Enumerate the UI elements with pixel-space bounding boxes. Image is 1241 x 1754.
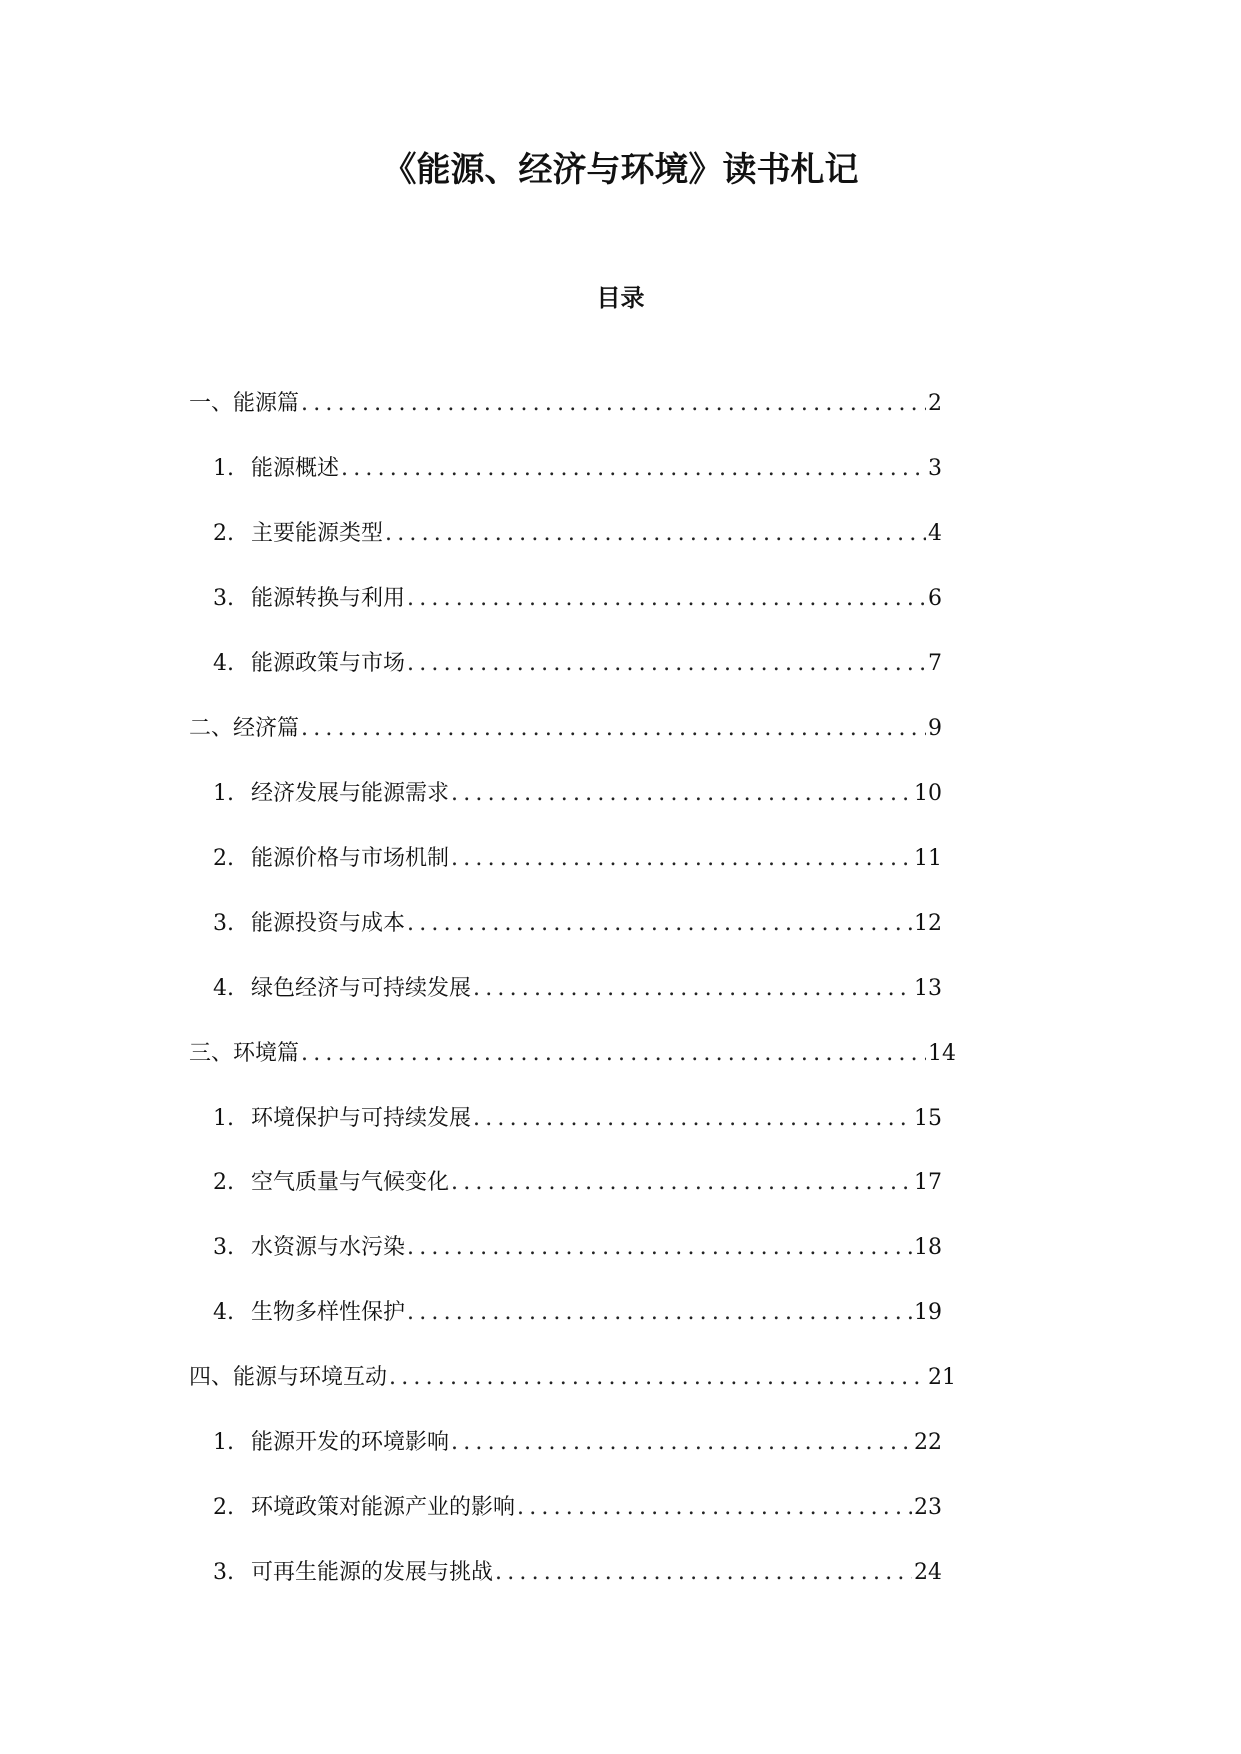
toc-item-environmental-impact[interactable] (213, 1426, 942, 1460)
toc-dot-leader (473, 972, 912, 1006)
toc-page-number: 14 (928, 1041, 956, 1066)
toc-entry-number: 3. (213, 586, 234, 611)
toc-dot-leader (473, 1102, 912, 1136)
toc-dot-leader (451, 1426, 912, 1460)
toc-entry-number: 4. (213, 1300, 234, 1325)
toc-item-water-resources[interactable] (213, 1231, 942, 1265)
toc-dot-leader (389, 1361, 926, 1395)
toc-item-air-quality[interactable] (213, 1166, 942, 1200)
toc-entry-label: 环境政策对能源产业的影响 (251, 1495, 516, 1520)
toc-dot-leader (495, 1556, 912, 1590)
toc-entry-label: 一、能源篇 (189, 391, 300, 416)
toc-entry-number: 3. (213, 1235, 234, 1260)
toc-item-energy-conversion[interactable] (213, 582, 942, 616)
toc-page-number: 22 (914, 1430, 942, 1455)
toc-entry-number: 2. (213, 1170, 234, 1195)
toc-page-number: 17 (914, 1170, 942, 1195)
toc-entry-label: 能源转换与利用 (251, 586, 406, 611)
toc-entry-number: 1. (213, 781, 234, 806)
toc-page-number: 15 (914, 1106, 942, 1131)
toc-page-number: 11 (914, 846, 942, 871)
toc-dot-leader (451, 777, 912, 811)
toc-dot-leader (301, 712, 926, 746)
toc-page-number: 24 (914, 1560, 942, 1585)
toc-entry-number: 1. (213, 456, 234, 481)
toc-item-energy-policy[interactable] (213, 647, 942, 681)
toc-item-environmental-policy[interactable] (213, 1491, 942, 1525)
toc-page-number: 6 (928, 586, 942, 611)
toc-entry-label: 能源概述 (251, 456, 340, 481)
toc-dot-leader (407, 647, 926, 681)
toc-entry-label: 能源价格与市场机制 (251, 846, 450, 871)
toc-page-number: 21 (928, 1365, 956, 1390)
toc-entry-label: 生物多样性保护 (251, 1300, 406, 1325)
toc-dot-leader (301, 1037, 926, 1071)
toc-dot-leader (341, 452, 926, 486)
toc-page-number: 3 (928, 456, 942, 481)
toc-entry-label: 能源投资与成本 (251, 911, 406, 936)
toc-entry-label: 环境保护与可持续发展 (251, 1106, 472, 1131)
toc-entry-label: 主要能源类型 (251, 521, 384, 546)
toc-page-number: 2 (928, 391, 942, 416)
toc-entry-number: 1. (213, 1430, 234, 1455)
toc-entry-label: 三、环境篇 (189, 1041, 300, 1066)
toc-item-renewable-energy[interactable] (213, 1556, 942, 1590)
toc-section-energy-environment[interactable] (189, 1361, 956, 1395)
toc-dot-leader (451, 1166, 912, 1200)
toc-entry-label: 二、经济篇 (189, 716, 300, 741)
toc-dot-leader (451, 842, 912, 876)
toc-item-energy-investment[interactable] (213, 907, 942, 941)
toc-page-number: 4 (928, 521, 942, 546)
toc-entry-number: 2. (213, 1495, 234, 1520)
toc-dot-leader (407, 907, 912, 941)
toc-page-number: 18 (914, 1235, 942, 1260)
toc-entry-label: 能源政策与市场 (251, 651, 406, 676)
toc-page-number: 19 (914, 1300, 942, 1325)
toc-heading: 目录 (596, 284, 645, 312)
toc-entry-label: 可再生能源的发展与挑战 (251, 1560, 494, 1585)
toc-dot-leader (301, 387, 926, 421)
toc-section-economy[interactable] (189, 712, 942, 746)
toc-item-economic-demand[interactable] (213, 777, 942, 811)
toc-page-number: 12 (914, 911, 942, 936)
toc-entry-label: 经济发展与能源需求 (251, 781, 450, 806)
toc-item-energy-types[interactable] (213, 517, 942, 551)
toc-dot-leader (385, 517, 926, 551)
toc-entry-number: 4. (213, 651, 234, 676)
toc-entry-number: 3. (213, 911, 234, 936)
toc-entry-number: 4. (213, 976, 234, 1001)
toc-entry-number: 2. (213, 846, 234, 871)
toc-section-environment[interactable] (189, 1037, 956, 1071)
toc-item-environmental-protection[interactable] (213, 1102, 942, 1136)
toc-item-energy-prices[interactable] (213, 842, 942, 876)
toc-entry-number: 1. (213, 1106, 234, 1131)
document-title: 《能源、经济与环境》读书札记 (382, 150, 859, 190)
toc-entry-label: 四、能源与环境互动 (189, 1365, 388, 1390)
toc-item-biodiversity[interactable] (213, 1296, 942, 1330)
toc-dot-leader (407, 582, 926, 616)
toc-entry-label: 能源开发的环境影响 (251, 1430, 450, 1455)
toc-dot-leader (517, 1491, 912, 1525)
toc-page-number: 7 (928, 651, 942, 676)
toc-item-green-economy[interactable] (213, 972, 942, 1006)
toc-page-number: 9 (928, 716, 942, 741)
toc-entry-label: 空气质量与气候变化 (251, 1170, 450, 1195)
toc-dot-leader (407, 1231, 912, 1265)
toc-section-energy[interactable] (189, 387, 942, 421)
toc-item-energy-overview[interactable] (213, 452, 942, 486)
toc-entry-number: 2. (213, 521, 234, 546)
toc-entry-number: 3. (213, 1560, 234, 1585)
toc-page-number: 10 (914, 781, 942, 806)
toc-entry-label: 水资源与水污染 (251, 1235, 406, 1260)
toc-page-number: 23 (914, 1495, 942, 1520)
toc-entry-label: 绿色经济与可持续发展 (251, 976, 472, 1001)
toc-page-number: 13 (914, 976, 942, 1001)
toc-dot-leader (407, 1296, 912, 1330)
